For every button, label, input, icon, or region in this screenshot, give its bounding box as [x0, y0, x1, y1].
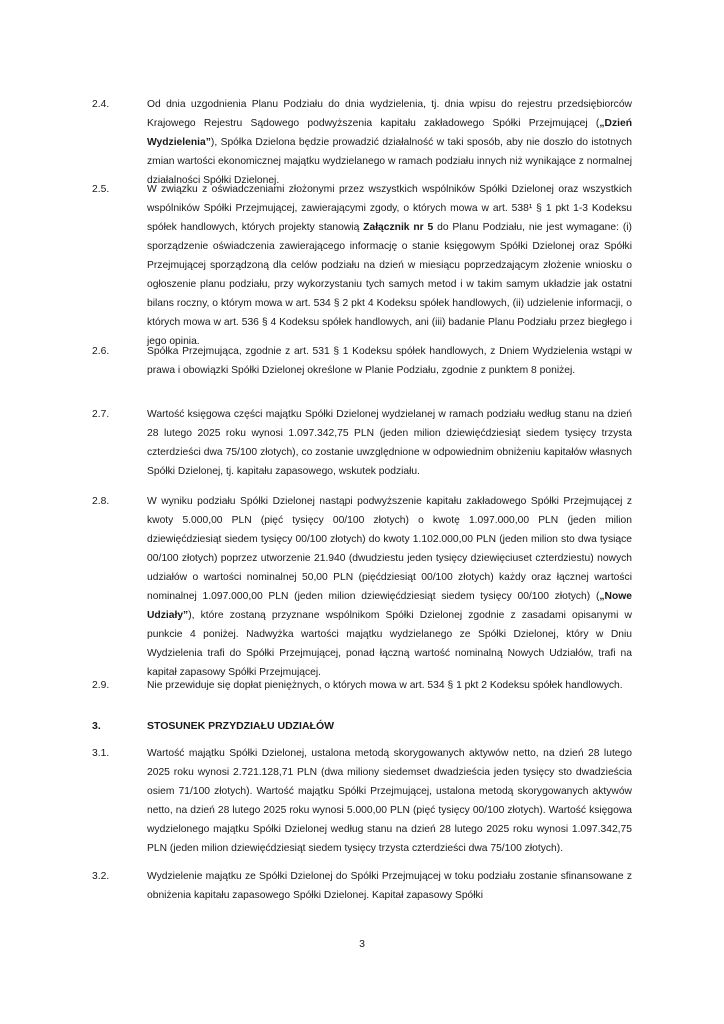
paragraph-text: W wyniku podziału Spółki Dzielonej nastąpi podwyższenie kapitału zakładowego Spółki Przejmującej z kwoty 5.000,00 PLN (pięć tysięcy 00/100 złotych) o kwotę 1.097.000,00 PLN (jeden milion dziewięćdziesiąt siedem tysięcy 00/100 złotych) do kwoty 1.102.000,00 PLN (jeden milion sto dwa tysiące 00/100 złotych) poprzez utworzenie 21.940 (dwudziestu jeden tysięcy dziewięciuset czterdziestu) nowych udziałów o wartości nominalnej 50,00 PLN (pięćdziesiąt 00/100 złotych) każdy oraz łącznej wartości nominalnej 1.097.000,00 PLN (jeden milion dziewięćdziesiąt siedem tysięcy 00/100 złotych) („Nowe Udziały”), które zostaną przyznane wspólnikom Spółki Dzielonej zgodnie z zasadami opisanymi w punkcie 4 poniżej. Nadwyżka wartości majątku wydzielanego ze Spółki Dzielonej, który w Dniu Wydzielenia trafi do Spółki Przejmującej, ponad łączną wartość nominalną Nowych Udziałów, trafi na kapitał zapasowy Spółki Przejmującej. [147, 496, 632, 678]
paragraph-number: 2.7. [92, 409, 110, 420]
page-number: 3 [359, 938, 365, 950]
defined-term-nowe-udzialy: „Nowe Udziały” [147, 591, 632, 621]
paragraph-2-9 [92, 676, 632, 695]
paragraph-number: 3.2. [92, 871, 110, 882]
paragraph-number: 2.5. [92, 184, 110, 195]
paragraph-2-4 [92, 95, 632, 190]
paragraph-text: W związku z oświadczeniami złożonymi przez wszystkich wspólników Spółki Dzielonej oraz wszystkich wspólników Spółki Przejmującej, zawierającymi zgody, o których mowa w art. 538¹ § 1 pkt 1-3 Kodeksu spółek handlowych, których projekty stanowią Załącznik nr 5 do Planu Podziału, nie jest wymagane: (i) sporządzenie oświadczenia zawierającego informację o stanie księgowym Spółki Dzielonej oraz Spółki Przejmującej sporządzoną dla celów podziału na dzień w miesiącu poprzedzającym złożenie wniosku o ogłoszenie planu podziału, przy wykorzystaniu tych samych metod i w takim samym układzie jak ostatni bilans roczny, o którym mowa w art. 534 § 2 pkt 4 Kodeksu spółek handlowych, (ii) udzielenie informacji, o których mowa w art. 536 § 4 Kodeksu spółek handlowych, ani (iii) badanie Planu Podziału przez biegłego i jego opinia. [147, 184, 632, 347]
paragraph-text: Wartość majątku Spółki Dzielonej, ustalona metodą skorygowanych aktywów netto, na dzień 28 lutego 2025 roku wynosi 2.721.128,71 PLN (dwa miliony siedemset dwadzieścia jeden tysięcy sto dwadzieścia osiem 71/100 złotych). Wartość majątku Spółki Przejmującej, ustalona metodą skorygowanych aktywów netto, na dzień 28 lutego 2025 roku wynosi 5.000,00 PLN (pięć tysięcy 00/100 złotych). Wartość księgowa wydzielonego majątku Spółki Dzielonej według stanu na dzień 28 lutego 2025 roku wynosi 1.097.342,75 PLN (jeden milion dziewięćdziesiąt siedem tysięcy trzysta czterdzieści dwa 75/100 złotych). [147, 748, 632, 854]
paragraph-2-8 [92, 492, 632, 682]
paragraph-3-1 [92, 744, 632, 858]
paragraph-number: 2.4. [92, 99, 110, 110]
paragraph-3-2 [92, 867, 632, 905]
paragraph-number: 3.1. [92, 748, 110, 759]
defined-term-dzien-wydzielenia: „Dzień Wydzielenia” [147, 118, 632, 148]
paragraph-text: Od dnia uzgodnienia Planu Podziału do dnia wydzielenia, tj. dnia wpisu do rejestru przedsiębiorców Krajowego Rejestru Sądowego podwyższenia kapitału zakładowego Spółki Przejmującej („Dzień Wydzielenia”), Spółka Dzielona będzie prowadzić działalność w taki sposób, aby nie doszło do istotnych zmian wartości ekonomicznej majątku wydzielanego w ramach podziału innych niż wynikające z normalnej działalności Spółki Dzielonej. [147, 99, 632, 186]
paragraph-text: Nie przewiduje się dopłat pieniężnych, o których mowa w art. 534 § 1 pkt 2 Kodeksu spółek handlowych. [147, 680, 623, 691]
paragraph-text: Wydzielenie majątku ze Spółki Dzielonej do Spółki Przejmującej w toku podziału zostanie sfinansowane z obniżenia kapitału zapasowego Spółki Dzielonej. Kapitał zapasowy Spółki [147, 871, 632, 901]
paragraph-number: 2.9. [92, 680, 110, 691]
paragraph-text: Wartość księgowa części majątku Spółki Dzielonej wydzielanej w ramach podziału według stanu na dzień 28 lutego 2025 roku wynosi 1.097.342,75 PLN (jeden milion dziewięćdziesiąt siedem tysięcy trzysta czterdzieści dwa 75/100 złotych), co zostanie uwzględnione w odpowiednim obniżeniu kapitałów własnych Spółki Dzielonej, tj. kapitału zapasowego, wskutek podziału. [147, 409, 632, 477]
paragraph-number: 2.6. [92, 346, 110, 357]
paragraph-number: 2.8. [92, 496, 110, 507]
attachment-reference: Załącznik nr 5 [363, 222, 434, 233]
paragraph-2-5 [92, 180, 632, 351]
paragraph-2-6 [92, 342, 632, 380]
paragraph-2-7 [92, 405, 632, 481]
section-number: 3. [92, 720, 101, 732]
section-title: STOSUNEK PRZYDZIAŁU UDZIAŁÓW [147, 720, 335, 732]
paragraph-text: Spółka Przejmująca, zgodnie z art. 531 § 1 Kodeksu spółek handlowych, z Dniem Wydzielenia wstąpi w prawa i obowiązki Spółki Dzielonej określone w Planie Podziału, zgodnie z punktem 8 poniżej. [147, 346, 632, 376]
section-heading-3 [92, 717, 334, 736]
